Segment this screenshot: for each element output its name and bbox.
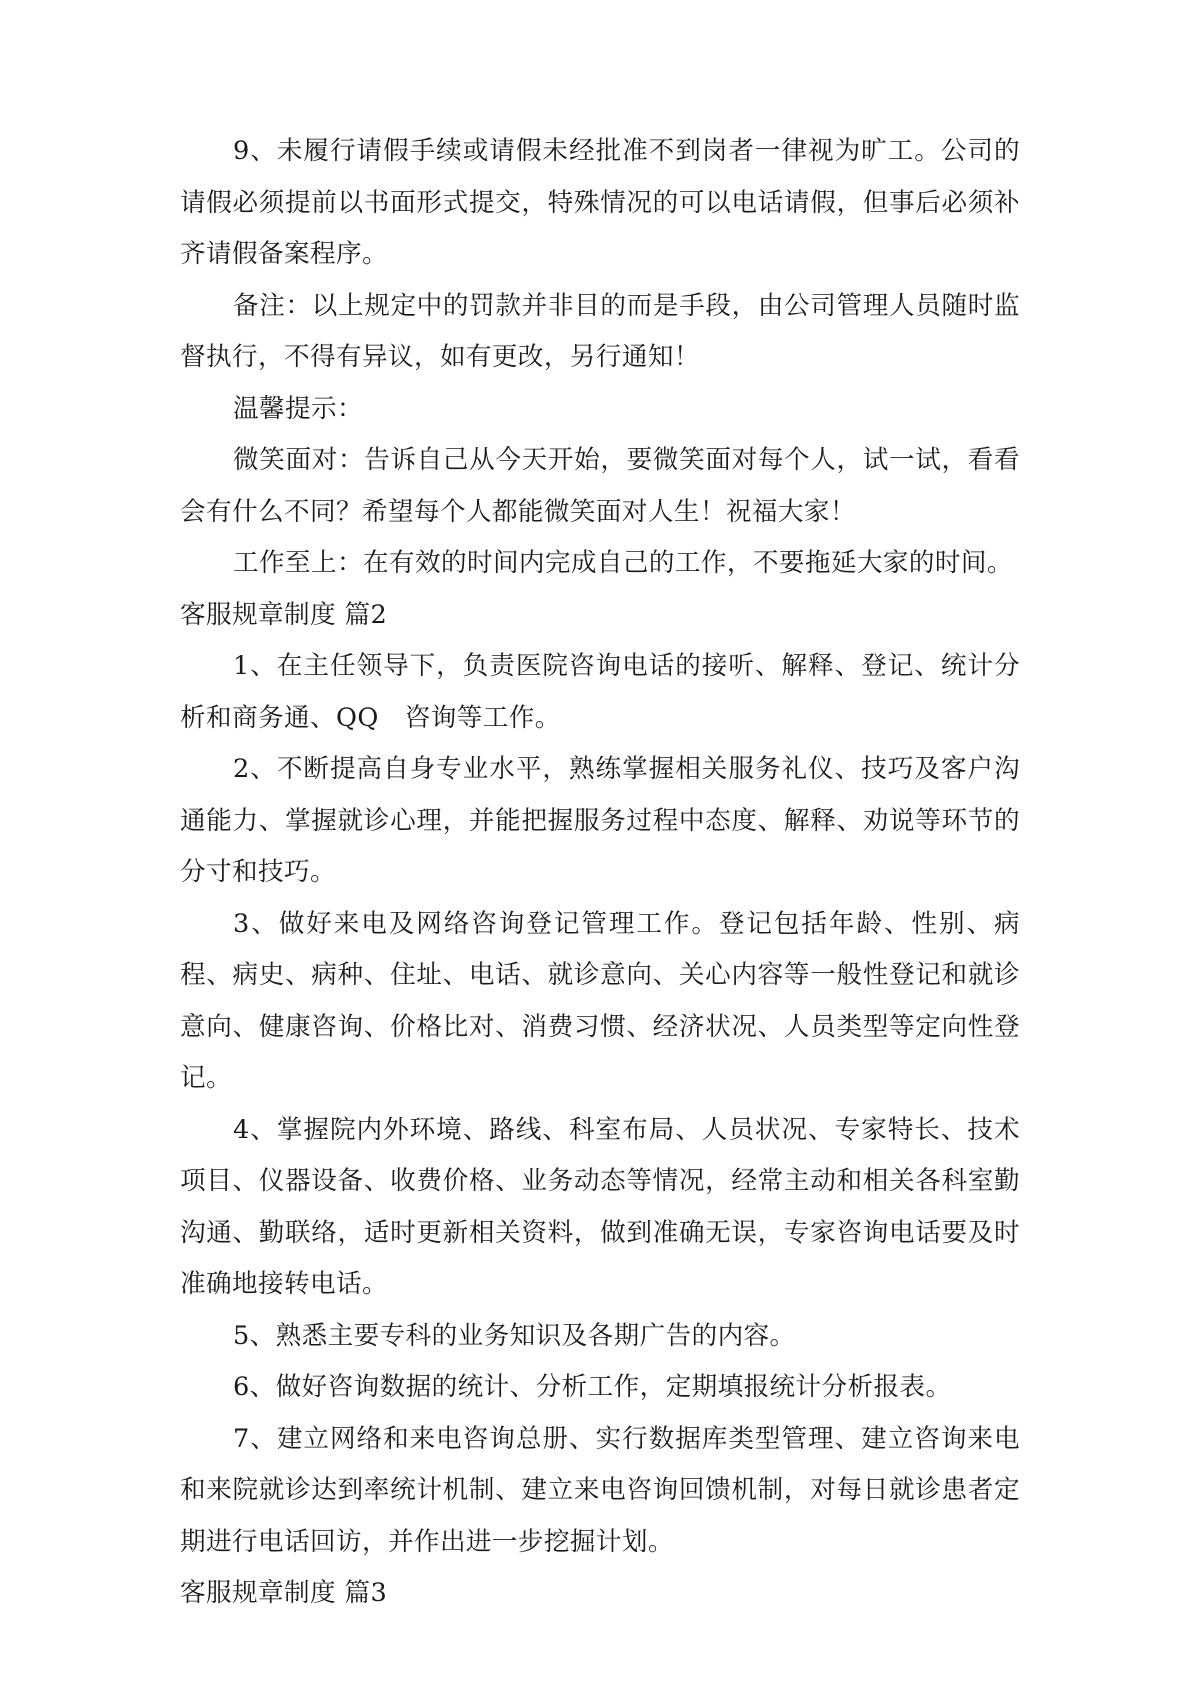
list-item: 4、掌握院内外环境、路线、科室布局、人员状况、专家特长、技术项目、仪器设备、收费价格、业务动态等情况，经常主动和相关各科室勤沟通、勤联络，适时更新相关资料，做到准确无误，专家咨询电话要及时准确地接转电话。 <box>180 1114 1020 1299</box>
section-heading-2: 客服规章制度 篇2 <box>180 599 388 630</box>
list-item: 3、做好来电及网络咨询登记管理工作。登记包括年龄、性别、病程、病史、病种、住址、电话、就诊意向、关心内容等一般性登记和就诊意向、健康咨询、价格比对、消费习惯、经济状况、人员类型等定向性登记。 <box>180 908 1020 1093</box>
list-item: 1、在主任领导下，负责医院咨询电话的接听、解释、登记、统计分析和商务通、QQ 咨询等工作。 <box>180 651 1020 733</box>
paragraph-tips-title: 温馨提示： <box>233 393 363 424</box>
list-item: 6、做好咨询数据的统计、分析工作，定期填报统计分析报表。 <box>233 1372 952 1402</box>
section-heading-3: 客服规章制度 篇3 <box>180 1578 388 1608</box>
document-body <box>180 126 1020 1620</box>
list-item: 7、建立网络和来电咨询总册、实行数据库类型管理、建立咨询来电和来院就诊达到率统计机制、建立来电咨询回馈机制，对每日就诊患者定期进行电话回访，并作出进一步挖掘计划。 <box>180 1423 1020 1557</box>
paragraph-tip-work: 工作至上：在有效的时间内完成自己的工作，不要拖延大家的时间。 <box>233 548 1013 578</box>
list-item: 2、不断提高自身专业水平，熟练掌握相关服务礼仪、技巧及客户沟通能力、掌握就诊心理，并能把握服务过程中态度、解释、劝说等环节的分寸和技巧。 <box>180 754 1020 887</box>
list-item: 5、熟悉主要专科的业务知识及各期广告的内容。 <box>233 1320 796 1351</box>
paragraph-tip-smile: 微笑面对：告诉自己从今天开始，要微笑面对每个人，试一试，看看会有什么不同？希望每个人都能微笑面对人生！祝福大家！ <box>180 445 1020 527</box>
paragraph-note: 备注：以上规定中的罚款并非目的而是手段，由公司管理人员随时监督执行，不得有异议，如有更改，另行通知！ <box>180 290 1020 372</box>
paragraph-rule-9: 9、未履行请假手续或请假未经批准不到岗者一律视为旷工。公司的请假必须提前以书面形式提交，特殊情况的可以电话请假，但事后必须补齐请假备案程序。 <box>180 136 1020 269</box>
